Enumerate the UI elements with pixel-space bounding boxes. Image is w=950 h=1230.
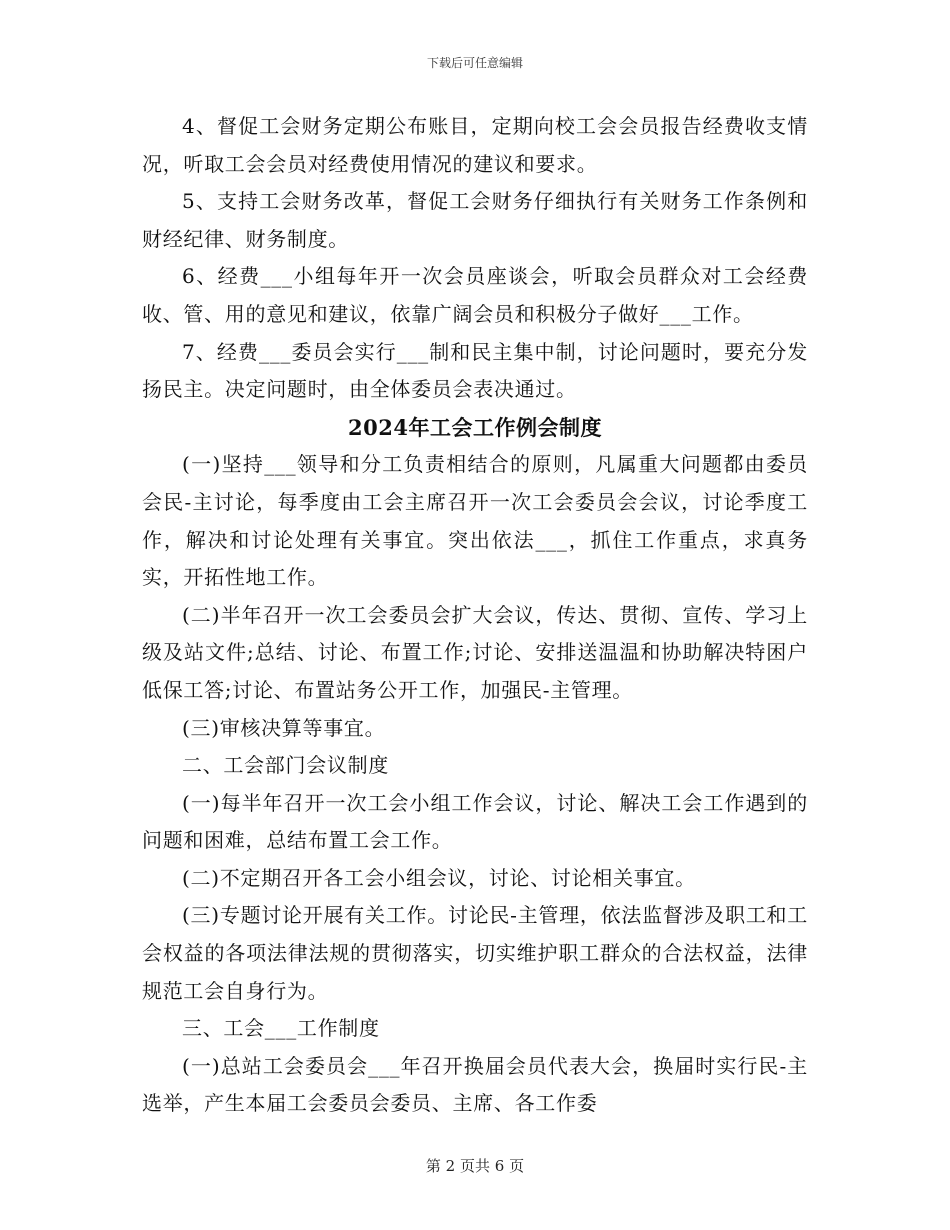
paragraph: (二)半年召开一次工会委员会扩大会议，传达、贯彻、宣传、学习上级及站文件;总结、讨论、布置工作;讨论、安排送温温和协助解决特困户低保工答;讨论、布置站务公开工作，加强民-主管理。 [142, 602, 808, 702]
paragraph: (三)专题讨论开展有关工作。讨论民-主管理，依法监督涉及职工和工会权益的各项法律法规的贯彻落实，切实维护职工群众的合法权益，法律规范工会自身行为。 [142, 903, 808, 1003]
section-title: 2024年工会工作例会制度 [348, 414, 602, 440]
page-number-footer: 第 2 页共 6 页 [425, 1157, 525, 1175]
paragraph: (一)每半年召开一次工会小组工作会议，讨论、解决工会工作遇到的问题和困难，总结布置工会工作。 [142, 790, 808, 853]
paragraph: (二)不定期召开各工会小组会议，讨论、讨论相关事宜。 [182, 865, 696, 890]
paragraph: (一)坚持___领导和分工负责相结合的原则，凡属重大问题都由委员会民-主讨论，每季度由工会主席召开一次工会委员会会议，讨论季度工作，解决和讨论处理有关事宜。突出依法___，抓住工作重点，求真务实，开拓性地工作。 [142, 452, 808, 590]
paragraph: 7、经费___委员会实行___制和民主集中制，讨论问题时，要充分发扬民主。决定问题时，由全体委员会表决通过。 [142, 339, 808, 402]
page-header: 下载后可任意编辑 [426, 56, 523, 70]
paragraph: 5、支持工会财务改革，督促工会财务仔细执行有关财务工作条例和财经纪律、财务制度。 [142, 189, 808, 251]
subsection-heading: 二、工会部门会议制度 [182, 753, 389, 778]
subsection-heading: 三、工会___工作制度 [182, 1016, 380, 1041]
document-body [142, 108, 808, 1123]
paragraph: 6、经费___小组每年开一次会员座谈会，听取会员群众对工会经费收、管、用的意见和建议，依靠广阔会员和积极分子做好___工作。 [142, 264, 808, 326]
paragraph: (三)审核决算等事宜。 [182, 715, 386, 740]
paragraph: (一)总站工会委员会___年召开换届会员代表大会，换届时实行民-主选举，产生本届工会委员会委员、主席、各工作委 [142, 1053, 808, 1116]
paragraph: 4、督促工会财务定期公布账目，定期向校工会会员报告经费收支情况，听取工会会员对经费使用情况的建议和要求。 [142, 114, 808, 176]
